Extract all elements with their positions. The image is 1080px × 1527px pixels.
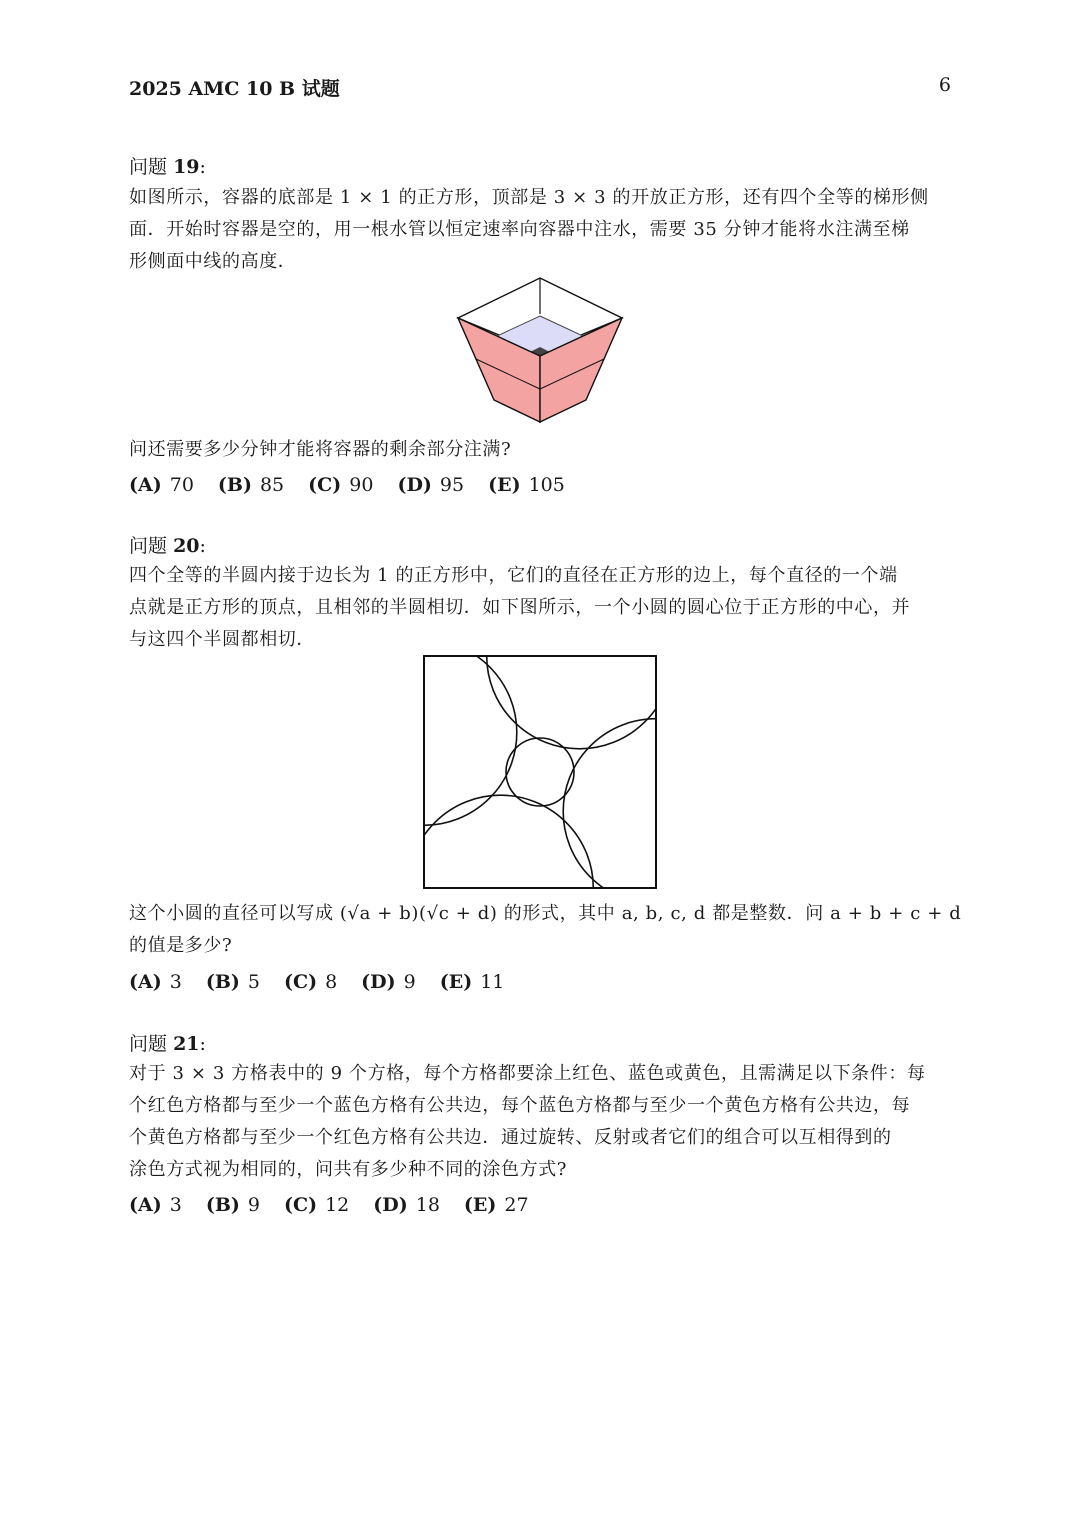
problem-20-text: 四个全等的半圆内接于边长为 1 的正方形中，它们的直径在正方形的边上，每个直径的一个端 点就是正方形的顶点，且相邻的半圆相切．如下图所示，一个小圆的圆心位于正方形的中心，并 与这四个半圆都相切． xyxy=(129,565,911,650)
problem-20-question: 这个小圆的直径可以写成 (√a + b)(√c + d) 的形式，其中 a, b, c, d 都是整数．问 a + b + c + d 的值是多少? xyxy=(129,903,962,956)
choice-b: (B) 9 xyxy=(205,1194,260,1216)
problem-21-choices xyxy=(129,1194,529,1216)
choice-d: (D) 18 xyxy=(373,1194,440,1216)
semicircles-figure xyxy=(420,652,660,892)
problem-19-heading: 问题 19: xyxy=(129,156,206,178)
problem-21-text: 对于 3 × 3 方格表中的 9 个方格，每个方格都要涂上红色、蓝色或黄色，且需满足以下条件：每 个红色方格都与至少一个蓝色方格有公共边，每个蓝色方格都与至少一个黄色方格有公共边，每 个黄色方格都与至少一个红色方格有公共边．通过旋转、反射或者它们的组合可以互相得到的 涂色方式视为相同的，问共有多少种不同的涂色方式? xyxy=(129,1063,926,1180)
problem-19-question: 问还需要多少分钟才能将容器的剩余部分注满? xyxy=(129,439,512,460)
unit-square xyxy=(424,656,656,888)
problem-21-heading: 问题 21: xyxy=(129,1033,206,1055)
choice-c: (C) 8 xyxy=(283,971,338,993)
choice-b: (B) 5 xyxy=(205,971,260,993)
choice-d: (D) 95 xyxy=(397,474,465,496)
problem-20-choices xyxy=(129,971,504,993)
choice-a: (A) 3 xyxy=(129,971,182,993)
container-figure xyxy=(455,274,625,424)
page-header xyxy=(129,74,951,104)
choice-c: (C) 90 xyxy=(308,474,374,496)
choice-d: (D) 9 xyxy=(361,971,416,993)
choice-b: (B) 85 xyxy=(217,474,285,496)
problem-19-choices xyxy=(129,474,565,496)
problem-19-text: 如图所示，容器的底部是 1 × 1 的正方形，顶部是 3 × 3 的开放正方形，还有四个全等的梯形侧 面．开始时容器是空的，用一根水管以恒定速率向容器中注水，需要 35 分钟才能将水注满至梯 形侧面中线的高度． xyxy=(129,187,929,272)
choice-c: (C) 12 xyxy=(283,1194,350,1216)
small-circle xyxy=(506,738,574,806)
choice-e: (E) 105 xyxy=(488,474,565,496)
document-title: 2025 AMC 10 B 试题 xyxy=(129,78,340,100)
choice-a: (A) 70 xyxy=(129,474,194,496)
page-number: 6 xyxy=(938,74,951,96)
choice-e: (E) 11 xyxy=(439,971,505,993)
problem-20-heading: 问题 20: xyxy=(129,535,206,557)
choice-a: (A) 3 xyxy=(129,1194,182,1216)
choice-e: (E) 27 xyxy=(463,1194,529,1216)
